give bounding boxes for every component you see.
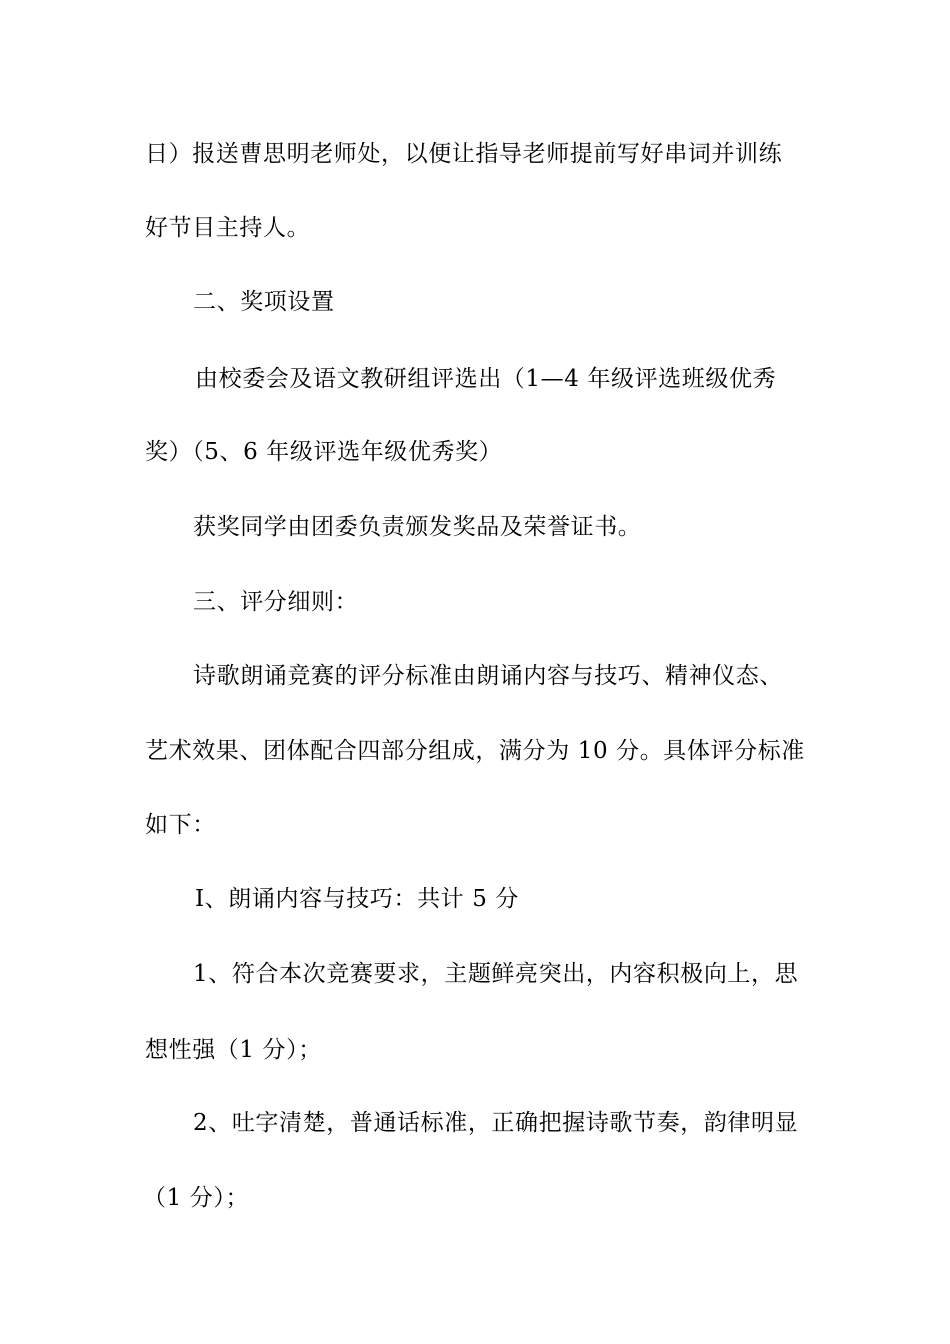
list-item-continuation: 想性强（1 分）； <box>145 1037 322 1063</box>
paragraph-line: 如下： <box>145 812 216 838</box>
list-item: 1、符合本次竞赛要求，主题鲜亮突出，内容积极向上，思 <box>193 961 799 987</box>
paragraph-line: 获奖同学由团委负责颁发奖品及荣誉证书。 <box>193 514 642 540</box>
section-heading-awards: 二、奖项设置 <box>193 289 335 315</box>
subsection-heading: Ⅰ、朗诵内容与技巧：共计 5 分 <box>195 886 519 912</box>
paragraph-line: 好节目主持人。 <box>145 215 311 241</box>
list-item: 2、吐字清楚，普通话标准，正确把握诗歌节奏，韵律明显 <box>193 1110 799 1136</box>
paragraph-line: 奖）（5、6 年级评选年级优秀奖） <box>145 439 503 465</box>
paragraph-line: 艺术效果、团体配合四部分组成，满分为 10 分。具体评分标准 <box>145 738 805 764</box>
paragraph-line: 诗歌朗诵竞赛的评分标准由朗诵内容与技巧、精神仪态、 <box>193 663 783 689</box>
paragraph-line: 日）报送曹思明老师处，以便让指导老师提前写好串词并训练 <box>145 141 783 167</box>
paragraph-line: 由校委会及语文教研组评选出（1—4 年级评选班级优秀 <box>195 366 777 392</box>
section-heading-scoring: 三、评分细则： <box>193 589 359 615</box>
list-item-continuation: （1 分）； <box>143 1185 250 1211</box>
